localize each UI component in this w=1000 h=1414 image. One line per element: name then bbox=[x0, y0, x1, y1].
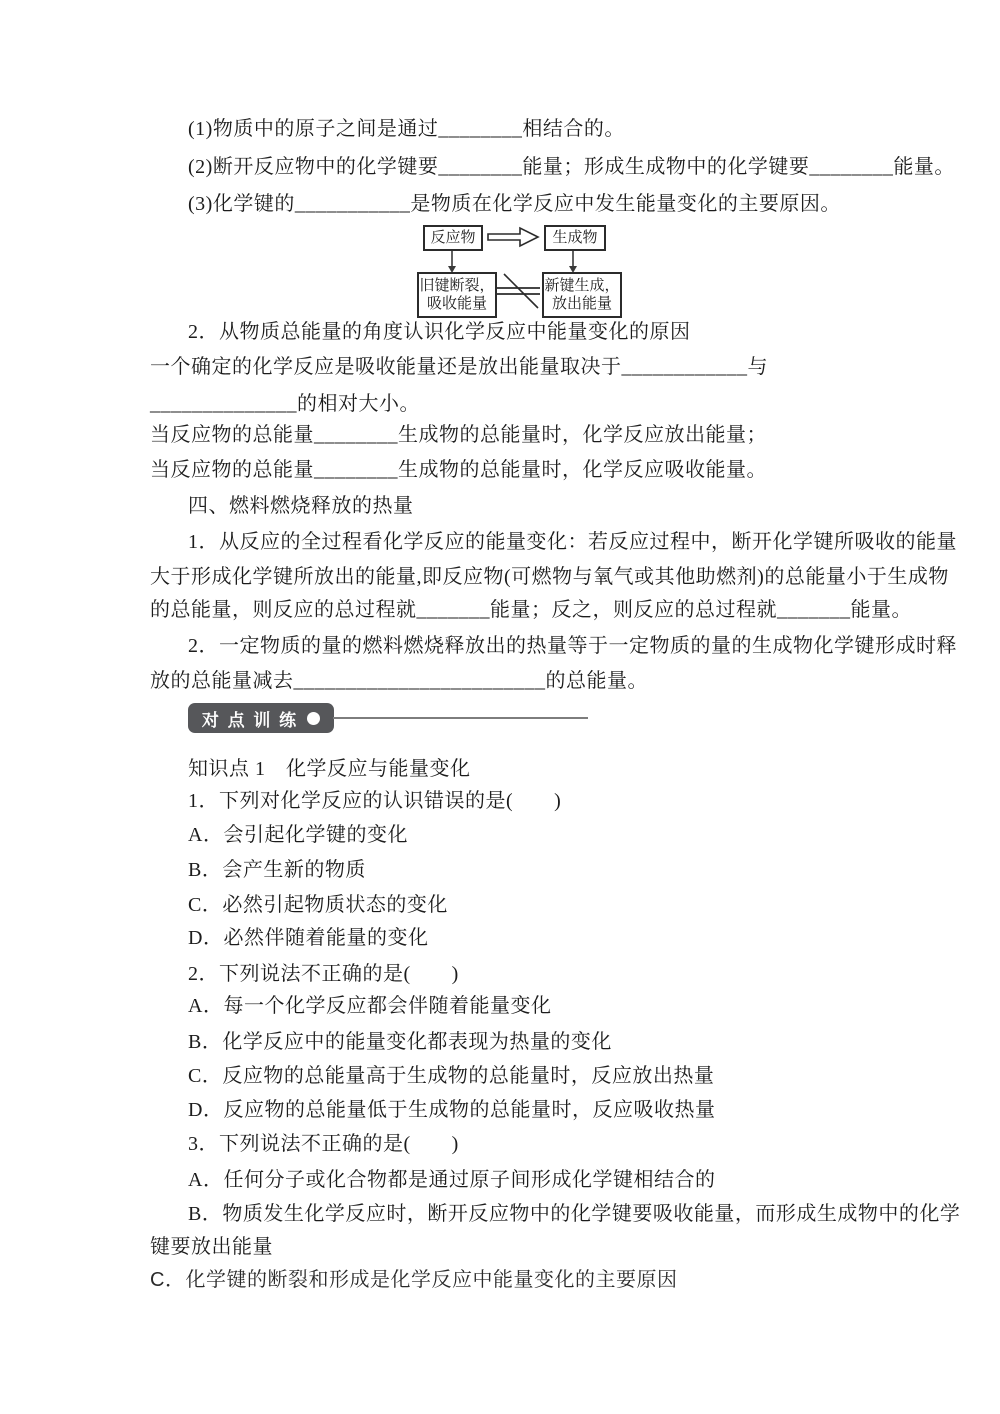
question-2-option-a: A．每一个化学反应都会伴随着能量变化 bbox=[188, 995, 552, 1017]
fuel-para2-line1: 2．一定物质的量的燃料燃烧释放出的热量等于一定物质的量的生成物化学键形成时释 bbox=[188, 635, 957, 657]
products-label: 生成物 bbox=[552, 230, 598, 246]
question-1-option-c: C．必然引起物质状态的变化 bbox=[188, 894, 448, 916]
training-banner-label: 对 点 训 练 bbox=[201, 710, 299, 730]
knowledge-point-heading: 知识点 1 化学反应与能量变化 bbox=[188, 758, 471, 780]
question-2-option-d: D．反应物的总能量低于生成物的总能量时，反应吸收热量 bbox=[188, 1099, 716, 1121]
not-equal-icon bbox=[504, 274, 538, 308]
question-3: 3．下列说法不正确的是( ) bbox=[188, 1133, 459, 1155]
question-3-option-b-line2: 键要放出能量 bbox=[150, 1236, 273, 1258]
new-bond-line2: 放出能量 bbox=[551, 296, 612, 312]
new-bond-line1: 新键生成， bbox=[544, 278, 620, 294]
fuel-para2-line2: 放的总能量减去________________________的总能量。 bbox=[150, 670, 648, 692]
products-box bbox=[544, 225, 606, 251]
banner-rule-line bbox=[333, 717, 588, 719]
question-2-option-c: C．反应物的总能量高于生成物的总能量时，反应放出热量 bbox=[188, 1065, 715, 1087]
new-bond-box bbox=[542, 272, 622, 318]
training-banner bbox=[188, 703, 334, 733]
blank-item-2: (2)断开反应物中的化学键要________能量；形成生成物中的化学键要________能量。 bbox=[188, 156, 955, 178]
release-energy-rule: 当反应物的总能量________生成物的总能量时，化学反应放出能量； bbox=[150, 424, 767, 446]
blank-item-3: (3)化学键的___________是物质在化学反应中发生能量变化的主要原因。 bbox=[188, 193, 841, 215]
bond-energy-diagram bbox=[408, 222, 630, 318]
old-bond-line2: 吸收能量 bbox=[426, 296, 487, 312]
reactants-label: 反应物 bbox=[430, 230, 476, 246]
section-4-heading: 四、燃料燃烧释放的热量 bbox=[188, 495, 414, 517]
depends-on-line2: ______________的相对大小。 bbox=[150, 393, 420, 415]
circle-bullet-icon bbox=[307, 712, 320, 725]
question-2: 2．下列说法不正确的是( ) bbox=[188, 963, 459, 985]
question-1-option-b: B．会产生新的物质 bbox=[188, 859, 366, 881]
fuel-para1-line1: 1．从反应的全过程看化学反应的能量变化：若反应过程中，断开化学键所吸收的能量 bbox=[188, 531, 957, 553]
right-block-arrow-icon bbox=[488, 228, 538, 246]
question-1-option-d: D．必然伴随着能量的变化 bbox=[188, 927, 429, 949]
question-1-option-a: A．会引起化学键的变化 bbox=[188, 824, 408, 846]
question-3-option-a: A．任何分子或化合物都是通过原子间形成化学键相结合的 bbox=[188, 1169, 716, 1191]
depends-on-line1: 一个确定的化学反应是吸收能量还是放出能量取决于____________与 bbox=[150, 356, 768, 378]
absorb-energy-rule: 当反应物的总能量________生成物的总能量时，化学反应吸收能量。 bbox=[150, 459, 767, 481]
question-3-option-c: C．化学键的断裂和形成是化学反应中能量变化的主要原因 bbox=[150, 1269, 678, 1291]
old-bond-line1: 旧键断裂， bbox=[419, 278, 495, 294]
old-bond-box bbox=[417, 272, 497, 318]
question-3-option-b-line1: B．物质发生化学反应时，断开反应物中的化学键要吸收能量，而形成生成物中的化学 bbox=[188, 1203, 961, 1225]
section-2-heading: 2．从物质总能量的角度认识化学反应中能量变化的原因 bbox=[188, 321, 691, 343]
question-1: 1．下列对化学反应的认识错误的是( ) bbox=[188, 790, 562, 812]
reactants-box bbox=[423, 225, 483, 251]
fuel-para1-line3: 的总能量，则反应的总过程就_______能量；反之，则反应的总过程就_______能量。 bbox=[150, 599, 912, 621]
question-2-option-b: B．化学反应中的能量变化都表现为热量的变化 bbox=[188, 1031, 612, 1053]
fuel-para1-line2: 大于形成化学键所放出的能量,即反应物(可燃物与氧气或其他助燃剂)的总能量小于生成物 bbox=[150, 566, 949, 588]
blank-item-1: (1)物质中的原子之间是通过________相结合的。 bbox=[188, 118, 625, 140]
